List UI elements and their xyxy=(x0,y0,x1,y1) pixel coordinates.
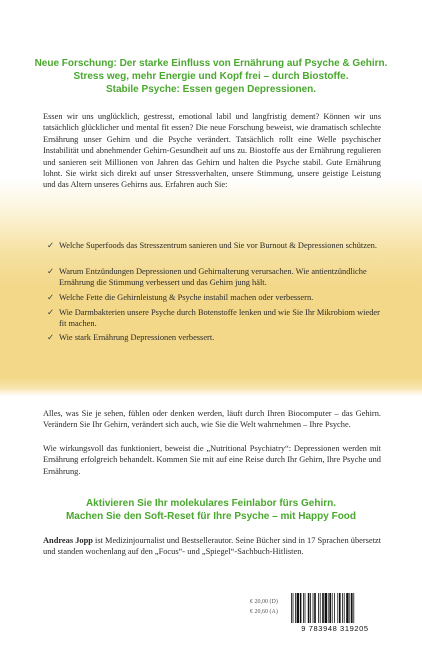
headline-top-line-3: Stabile Psyche: Essen gegen Depressionen. xyxy=(105,84,317,95)
checklist-item xyxy=(47,266,381,289)
headline-bottom-line-2: Machen Sie den Soft-Reset für Ihre Psyche – mit Happy Food xyxy=(65,511,357,522)
paragraph-3-text: Wie wirkungsvoll das funktioniert, beweist die „Nutritional Psychiatry“: Depressionen werden mit Ernährung erfolgreich behandelt. Kommen Sie mit auf eine Reise durch Ihr Gehirn, Ihre Psyche und Ernährung. xyxy=(43,444,381,476)
headline-top-line-1: Neue Forschung: Der starke Einfluss von Ernährung auf Psyche & Gehirn. xyxy=(34,58,388,69)
checkmark-icon: ✓ xyxy=(47,293,55,302)
headline-bottom xyxy=(0,497,422,523)
checkmark-icon: ✓ xyxy=(47,267,55,276)
author-name: Andreas Jopp xyxy=(43,536,93,545)
intro-text: Essen wir uns unglücklich, gestresst, emotional labil und langfristig dement? Können wir uns tatsächlich glücklicher und mental fit essen? Die neue Forschung beweist, wie dramatisch schlechte Ernährung unser Gehirn und die Psyche verändert. Tatsächlich rollt eine Welle psychischer Instabilität und abnehmender Gehirn-Gesundheit auf uns zu. Biostoffe aus der Ernährung regulieren und sanieren seit Millionen von Jahren das Gehirn und halten die Psyche stabil. Gute Ernährung lohnt. Sie wirkt sich direkt auf unser Stressverhalten, unsere Stimmung, unsere geistige Leistung und das Altern unseres Gehirns aus. Erfahren auch Sie: xyxy=(43,112,381,190)
author-bio-text: ist Medizinjournalist und Bestsellerautor. Seine Bücher sind in 17 Sprachen übersetzt und standen wochenlang auf den „Focus“- und „Spiegel“-Sachbuch-Hitlisten. xyxy=(43,536,381,557)
checklist-item-text: Wie stark Ernährung Depressionen verbessert. xyxy=(59,333,215,342)
checklist-item xyxy=(47,240,381,251)
checklist-item xyxy=(47,292,381,303)
checklist-item-text: Welche Superfoods das Stresszentrum sanieren und Sie vor Burnout & Depressionen schützen. xyxy=(59,241,377,250)
paragraph-biocomputer xyxy=(43,408,381,431)
price-germany: € 20,00 (D) xyxy=(250,599,278,605)
headline-top xyxy=(0,57,422,96)
headline-top-line-2: Stress weg, mehr Energie und Kopf frei – durch Biostoffe. xyxy=(73,71,349,82)
author-bio xyxy=(43,535,381,558)
checklist-item-text: Warum Entzündungen Depressionen und Gehirnalterung verursachen. Wie antientzündliche Ernährung die Stimmung verbessert und das Gehirn jung hält. xyxy=(59,267,367,288)
barcode-icon xyxy=(290,593,380,623)
checklist-item-text: Welche Fette die Gehirnleistung & Psyche instabil machen oder verbessern. xyxy=(59,293,314,302)
checklist-item xyxy=(47,332,381,343)
checkmark-icon: ✓ xyxy=(47,241,55,250)
checkmark-icon: ✓ xyxy=(47,333,55,342)
paragraph-2-text: Alles, was Sie je sehen, fühlen oder denken werden, läuft durch Ihren Biocomputer – das Gehirn. Verändern Sie Ihr Gehirn, verändert sich auch, wie Sie die Welt wahrnehmen – Ihre Psyche. xyxy=(43,409,381,430)
checklist-item xyxy=(47,307,381,330)
price-austria: € 20,60 (A) xyxy=(250,609,278,615)
intro-paragraph xyxy=(43,111,381,191)
paragraph-nutritional-psychiatry xyxy=(43,443,381,477)
isbn-number: 9 783948 319205 xyxy=(301,624,369,633)
headline-bottom-line-1: Aktivieren Sie Ihr molekulares Feinlabor fürs Gehirn. xyxy=(85,498,337,509)
checklist-item-text: Wie Darmbakterien unsere Psyche durch Botenstoffe lenken und wie Sie Ihr Mikrobiom wieder fit machen. xyxy=(59,308,380,329)
checkmark-icon: ✓ xyxy=(47,308,55,317)
